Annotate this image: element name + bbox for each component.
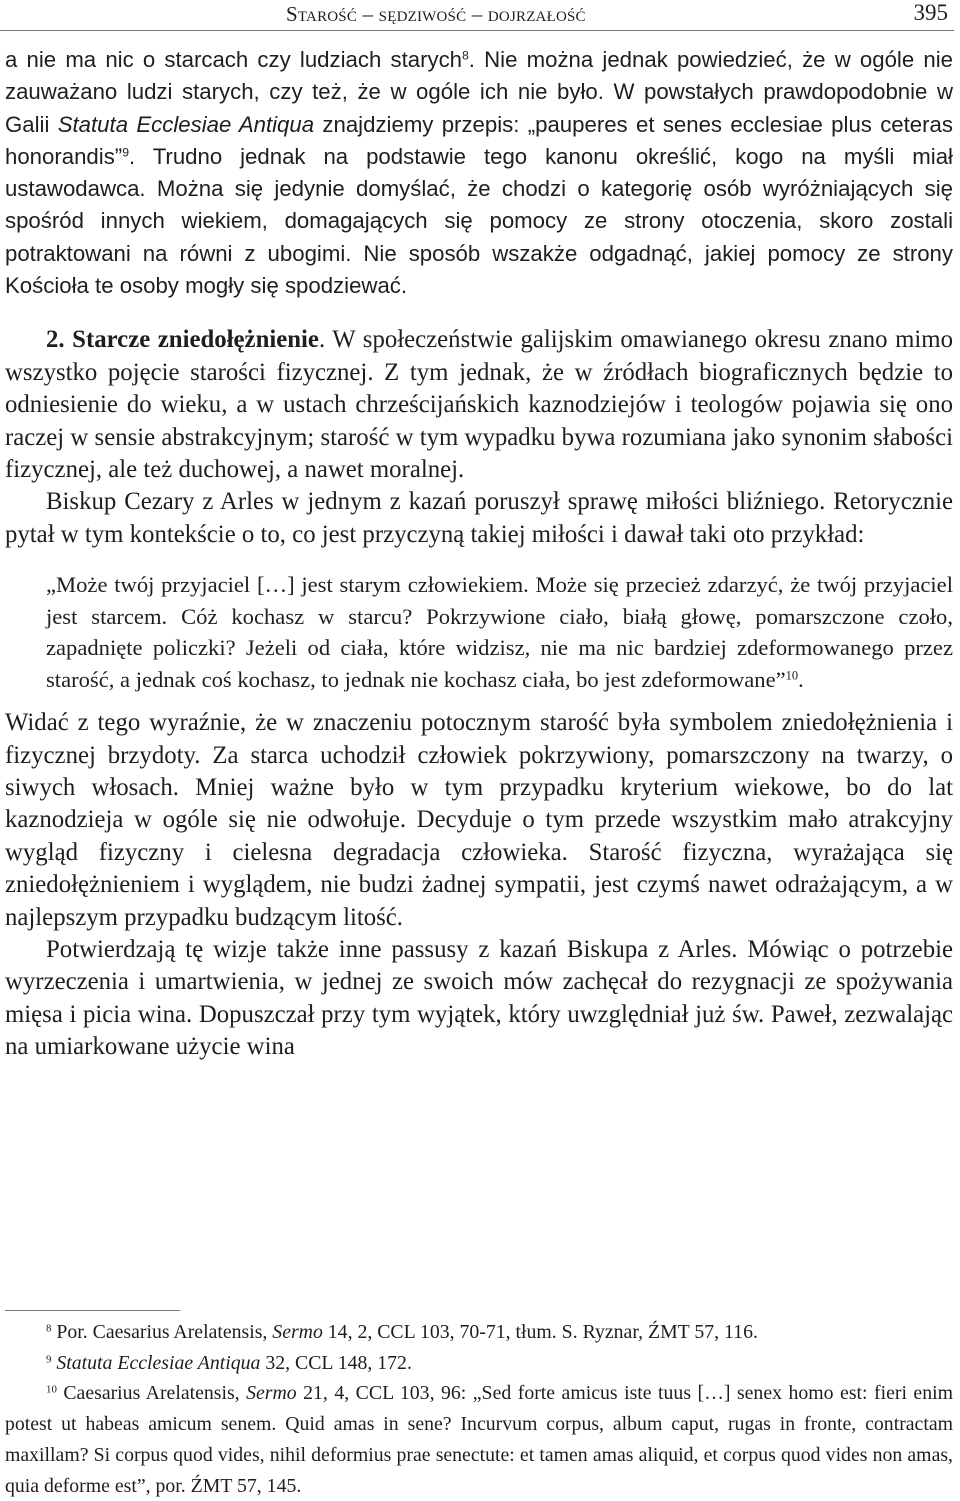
footnote-10 <box>5 1378 953 1501</box>
quote-text: „Może twój przyjaciel […] jest starym człowiekiem. Może się przecież zdarzyć, że twój przyjaciel jest starcem. Cóż kochasz w starcu? Pokrzywione ciało, białą głowę, pomarszczone czoło, zapadnięte policzki? Jeżeli od ciała, które widzisz, nie ma nic bardziej zdeformowanego przez starość, a jednak coś kochasz, to jednak nie kochasz ciała, bo jest zdeformowane” <box>46 572 953 692</box>
main-text <box>5 44 953 1064</box>
footnote-8 <box>5 1317 953 1348</box>
section-2-paragraph <box>5 324 953 486</box>
footnote-rule <box>5 1310 180 1311</box>
running-header <box>0 0 954 31</box>
paragraph-4: Widać z tego wyraźnie, że w znaczeniu potocznym starość była symbolem zniedołężnienia i fizycznej brzydoty. Za starca uchodził człowiek pokrzywiony, pomarszczony na twarzy, o siwych włosach. Mniej ważne było w tym przypadku kryterium wiekowe, bo do lat kaznodzieja w ogóle się nie odwołuje. Decyduje o tym przede wszystkim mało atrakcyjny wygląd fizyczny i cielesna degradacja człowieka. Starość fizyczna, wyrażająca się zniedołężnieniem i wyglądem, nie budzi żadnej sympatii, jest czymś nawet odrażającym, a w najlepszym przypadku budzącym litość. <box>5 709 953 931</box>
italic-title: Sermo <box>272 1321 323 1343</box>
text-run: . Nie można jednak powiedzieć, że w ogóle nie zauważano ludzi starych, czy też, że w ogóle ich nie było. W powstałych prawdopodobnie w Galii <box>5 47 953 137</box>
text-run: znajdziemy przepis: „pauperes et senes ecclesiae plus ceteras honorandis” <box>5 111 953 169</box>
text-run: 21, 4, CCL 103, 96: „Sed forte amicus iste tuus […] senex homo est: fieri enim potest ut habeas amicum senem. Quid amas in sene? Incurvum corpus, album caput, rugas in fronte, contractam maxillam? Si corpus quod vides, nihil deformius prae senectute: et tamen amas aliquid, et corpus quod vides non amas, quia deforme est”, por. ŹMT 57, 145. <box>5 1382 953 1497</box>
footnote-ref-10[interactable]: 10 <box>785 668 799 683</box>
section-heading: 2. Starcze zniedołężnienie <box>46 326 319 354</box>
footnote-number: 10 <box>46 1383 57 1396</box>
running-title: Starość – sędziwość – dojrzałość <box>286 2 586 26</box>
page-number: 395 <box>913 0 948 25</box>
footnote-ref-8[interactable]: 8 <box>462 48 469 63</box>
text-run: Caesarius Arelatensis, <box>56 1382 247 1405</box>
text-run: a nie ma nic o starcach czy ludziach starych <box>5 47 462 72</box>
text-run: . W społeczeństwie galijskim omawianego okresu znano mimo wszystko pojęcie starości fizycznej. Z tym jednak, że w źródłach biograficznych będzie to odniesienie do wieku, a w ustach chrześcijańskich kaznodziejów i teologów pojawia się ono raczej w sensie abstrakcyjnym; starość w tym wypadku bywa rozumiana jako synonim słabości fizycznej, ale też duchowej, a nawet moralnej. <box>5 326 953 483</box>
footnote-9 <box>5 1348 953 1379</box>
footnotes <box>5 1310 953 1501</box>
italic-title: Sermo <box>246 1382 297 1405</box>
text-run: . <box>798 666 804 692</box>
text-run: 14, 2, CCL 103, 70-71, tłum. S. Ryznar, ŹMT 57, 116. <box>322 1321 758 1343</box>
paragraph-5: Potwierdzają tę wizje także inne passusy z kazań Biskupa z Arles. Mówiąc o potrzebie wyrzeczenia i umartwienia, w jednej ze swoich mów zachęcał do rezygnacji ze spożywania mięsa i picia wina. Dopuszczał przy tym wyjątek, który uwzględniał już św. Paweł, zezwalając na umiarkowane użycie wina <box>5 936 953 1061</box>
footnote-ref-9[interactable]: 9 <box>122 145 129 160</box>
italic-title: Statuta Ecclesiae Antiqua <box>57 111 315 137</box>
paragraph-3: Biskup Cezary z Arles w jednym z kazań poruszył sprawę miłości bliźniego. Retorycznie pytał w tym kontekście o to, co jest przyczyną takiej miłości i dawał taki oto przykład: <box>5 488 953 548</box>
block-quote <box>46 569 953 695</box>
text-run: . Trudno jednak na podstawie tego kanonu określić, kogo na myśli miał ustawodawca. Można się jedynie domyślać, że chodzi o kategorię osób wyróżniających się spośród innych wiekiem, domagających się pomocy ze strony otoczenia, skoro zostali potraktowani na równi z ubogimi. Nie sposób wszakże odgadnąć, jakiej pomocy ze strony Kościoła te osoby mogły się spodziewać. <box>5 143 953 299</box>
paragraph-1 <box>5 44 953 302</box>
text-run: Por. Caesarius Arelatensis, <box>51 1321 273 1343</box>
footnote-number: 9 <box>46 1353 52 1366</box>
text-run: 32, CCL 148, 172. <box>260 1351 412 1374</box>
italic-title: Statuta Ecclesiae Antiqua <box>56 1351 261 1374</box>
footnote-number: 8 <box>46 1322 52 1335</box>
